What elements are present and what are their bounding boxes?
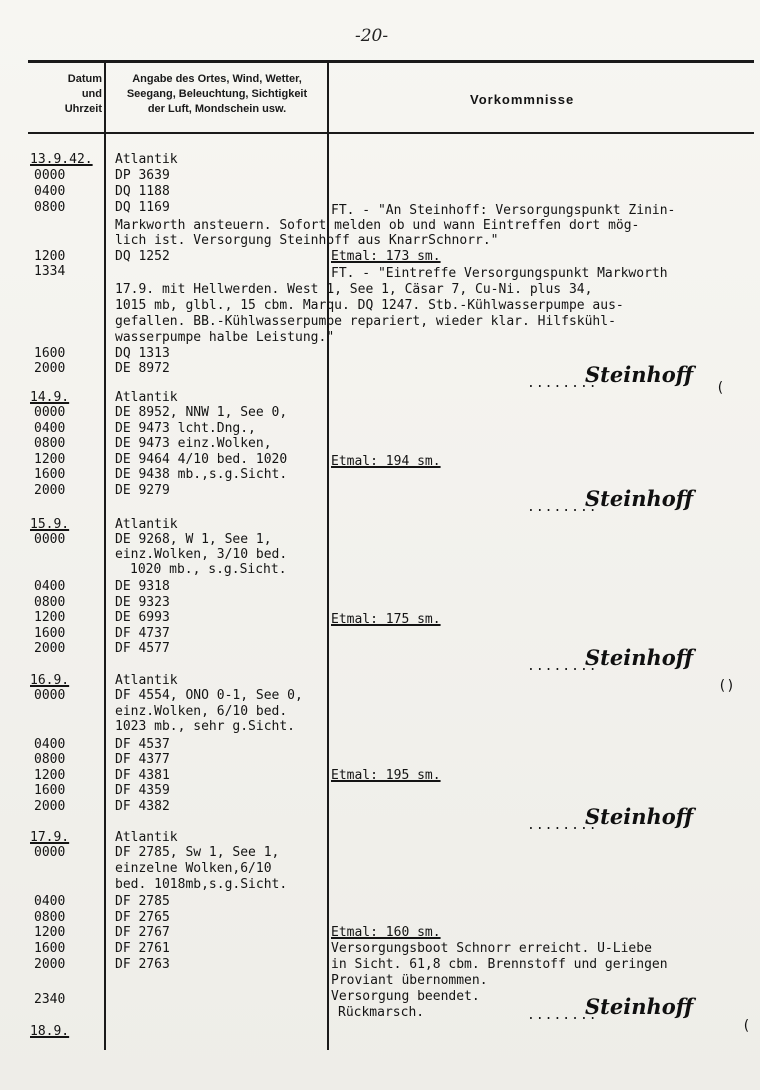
column-divider-2 bbox=[327, 60, 329, 1050]
time-cell: 0000 bbox=[34, 405, 66, 420]
position-cell: DQ 1169 bbox=[115, 200, 170, 215]
position-cell: DF 2785, Sw 1, See 1, bbox=[115, 845, 280, 860]
position-cell: DE 9323 bbox=[115, 595, 170, 610]
time-cell: 0400 bbox=[34, 737, 66, 752]
position-cell: DE 8952, NNW 1, See 0, bbox=[115, 405, 288, 420]
position-cell: DQ 1188 bbox=[115, 184, 170, 199]
location-label: Atlantik bbox=[115, 152, 178, 167]
position-cell: DF 2767 bbox=[115, 925, 170, 940]
position-cell: DE 8972 bbox=[115, 361, 170, 376]
time-cell: 0800 bbox=[34, 910, 66, 925]
time-cell: 1200 bbox=[34, 610, 66, 625]
location-label: Atlantik bbox=[115, 517, 178, 532]
signature-dots: ........ bbox=[527, 376, 598, 391]
signature: Steinhoff bbox=[585, 994, 694, 1019]
date-label: 15.9. bbox=[30, 517, 70, 532]
day-run-entry: Etmal: 175 sm. bbox=[331, 612, 441, 627]
location-label: Atlantik bbox=[115, 673, 178, 688]
event-line: Proviant übernommen. bbox=[331, 973, 488, 988]
weather-cell: 1020 mb., s.g.Sicht. bbox=[130, 562, 287, 577]
header-events: Vorkommnisse bbox=[470, 92, 575, 107]
event-line: in Sicht. 61,8 cbm. Brennstoff und geringen bbox=[331, 957, 668, 972]
weather-cell: einz.Wolken, 3/10 bed. bbox=[115, 547, 288, 562]
date-label: 18.9. bbox=[30, 1024, 70, 1039]
header-date: Datum und Uhrzeit bbox=[64, 73, 102, 115]
signature-dots: ........ bbox=[527, 1008, 598, 1023]
signature: Steinhoff bbox=[585, 645, 694, 670]
weather-cell: einzelne Wolken,6/10 bbox=[115, 861, 272, 876]
date-label: 14.9. bbox=[30, 390, 70, 405]
position-cell: DQ 1313 bbox=[115, 346, 170, 361]
position-cell: DE 6993 bbox=[115, 610, 170, 625]
radio-message-line: lich ist. Versorgung Steinhoff aus KnarrSchnorr." bbox=[115, 233, 499, 248]
radio-message-line: 1015 mb, glbl., 15 cbm. Marqu. DQ 1247. Stb.-Kühlwasserpumpe aus- bbox=[115, 298, 624, 313]
position-cell: DF 4737 bbox=[115, 626, 170, 641]
weather-cell: bed. 1018mb,s.g.Sicht. bbox=[115, 877, 288, 892]
time-cell: 0400 bbox=[34, 184, 66, 199]
position-cell: DQ 1252 bbox=[115, 249, 170, 264]
time-cell: 1600 bbox=[34, 346, 66, 361]
column-divider-1 bbox=[104, 60, 106, 1050]
position-cell: DE 9438 mb.,s.g.Sicht. bbox=[115, 467, 288, 482]
position-cell: DE 9279 bbox=[115, 483, 170, 498]
date-label: 17.9. bbox=[30, 830, 70, 845]
position-cell: DE 9473 lcht.Dng., bbox=[115, 421, 256, 436]
position-cell: DF 4537 bbox=[115, 737, 170, 752]
time-cell: 1200 bbox=[34, 249, 66, 264]
weather-cell: einz.Wolken, 6/10 bed. bbox=[115, 704, 288, 719]
time-cell: 2340 bbox=[34, 992, 66, 1007]
position-cell: DF 4359 bbox=[115, 783, 170, 798]
margin-mark: () bbox=[718, 678, 735, 694]
position-cell: DF 4382 bbox=[115, 799, 170, 814]
signature-dots: ........ bbox=[527, 659, 598, 674]
time-cell: 2000 bbox=[34, 641, 66, 656]
event-line: Versorgungsboot Schnorr erreicht. U-Liebe bbox=[331, 941, 652, 956]
position-cell: DF 2765 bbox=[115, 910, 170, 925]
time-cell: 0400 bbox=[34, 579, 66, 594]
signature-dots: ........ bbox=[527, 818, 598, 833]
position-cell: DF 4381 bbox=[115, 768, 170, 783]
signature: Steinhoff bbox=[585, 486, 694, 511]
position-cell: DF 4377 bbox=[115, 752, 170, 767]
radio-message-line: Markworth ansteuern. Sofort melden ob und wann Eintreffen dort mög- bbox=[115, 218, 640, 233]
radio-message-line: FT. - "An Steinhoff: Versorgungspunkt Zinin- bbox=[331, 203, 676, 218]
time-cell: 2000 bbox=[34, 483, 66, 498]
time-cell: 0800 bbox=[34, 752, 66, 767]
event-line: Versorgung beendet. bbox=[331, 989, 480, 1004]
position-cell: DE 9318 bbox=[115, 579, 170, 594]
time-cell: 1200 bbox=[34, 452, 66, 467]
time-cell: 1334 bbox=[34, 264, 66, 279]
time-cell: 1200 bbox=[34, 925, 66, 940]
signature-dots: ........ bbox=[527, 500, 598, 515]
time-cell: 2000 bbox=[34, 957, 66, 972]
time-cell: 0800 bbox=[34, 595, 66, 610]
time-cell: 0400 bbox=[34, 421, 66, 436]
margin-mark: ( bbox=[742, 1018, 751, 1034]
day-run-entry: Etmal: 173 sm. bbox=[331, 249, 441, 264]
location-label: Atlantik bbox=[115, 830, 178, 845]
header-location: Angabe des Ortes, Wind, Wetter, Seegang, Beleuchtung, Sichtigkeit der Luft, Mondschein usw. bbox=[126, 73, 308, 115]
date-label: 16.9. bbox=[30, 673, 70, 688]
time-cell: 0000 bbox=[34, 532, 66, 547]
time-cell: 0800 bbox=[34, 200, 66, 215]
time-cell: 1200 bbox=[34, 768, 66, 783]
weather-cell: 1023 mb., sehr g.Sicht. bbox=[115, 719, 296, 734]
position-cell: DF 4577 bbox=[115, 641, 170, 656]
top-rule bbox=[28, 60, 754, 63]
time-cell: 1600 bbox=[34, 783, 66, 798]
margin-mark: ( bbox=[716, 380, 725, 396]
signature: Steinhoff bbox=[585, 362, 694, 387]
position-cell: DE 9473 einz.Wolken, bbox=[115, 436, 272, 451]
date-label: 13.9.42. bbox=[30, 152, 93, 167]
day-run-entry: Etmal: 160 sm. bbox=[331, 925, 441, 940]
time-cell: 1600 bbox=[34, 941, 66, 956]
position-cell: DE 9464 4/10 bed. 1020 bbox=[115, 452, 288, 467]
signature: Steinhoff bbox=[585, 804, 694, 829]
day-run-entry: Etmal: 195 sm. bbox=[331, 768, 441, 783]
header-rule bbox=[28, 132, 754, 134]
radio-message-line: wasserpumpe halbe Leistung." bbox=[115, 330, 335, 345]
event-line: Rückmarsch. bbox=[338, 1005, 425, 1020]
position-cell: DF 2761 bbox=[115, 941, 170, 956]
position-cell: DP 3639 bbox=[115, 168, 170, 183]
position-cell: DF 2763 bbox=[115, 957, 170, 972]
radio-message-line: gefallen. BB.-Kühlwasserpumpe repariert, wieder klar. Hilfskühl- bbox=[115, 314, 616, 329]
time-cell: 1600 bbox=[34, 467, 66, 482]
position-cell: DF 2785 bbox=[115, 894, 170, 909]
position-cell: DE 9268, W 1, See 1, bbox=[115, 532, 272, 547]
time-cell: 0000 bbox=[34, 688, 66, 703]
position-cell: DF 4554, ONO 0-1, See 0, bbox=[115, 688, 303, 703]
day-run-entry: Etmal: 194 sm. bbox=[331, 454, 441, 469]
time-cell: 2000 bbox=[34, 799, 66, 814]
radio-message-line: 17.9. mit Hellwerden. West 1, See 1, Cäsar 7, Cu-Ni. plus 34, bbox=[115, 282, 593, 297]
location-label: Atlantik bbox=[115, 390, 178, 405]
time-cell: 0800 bbox=[34, 436, 66, 451]
time-cell: 2000 bbox=[34, 361, 66, 376]
time-cell: 1600 bbox=[34, 626, 66, 641]
time-cell: 0000 bbox=[34, 845, 66, 860]
time-cell: 0000 bbox=[34, 168, 66, 183]
page-number: -20- bbox=[355, 26, 389, 46]
time-cell: 0400 bbox=[34, 894, 66, 909]
radio-message-line: FT. - "Eintreffe Versorgungspunkt Markworth bbox=[331, 266, 668, 281]
